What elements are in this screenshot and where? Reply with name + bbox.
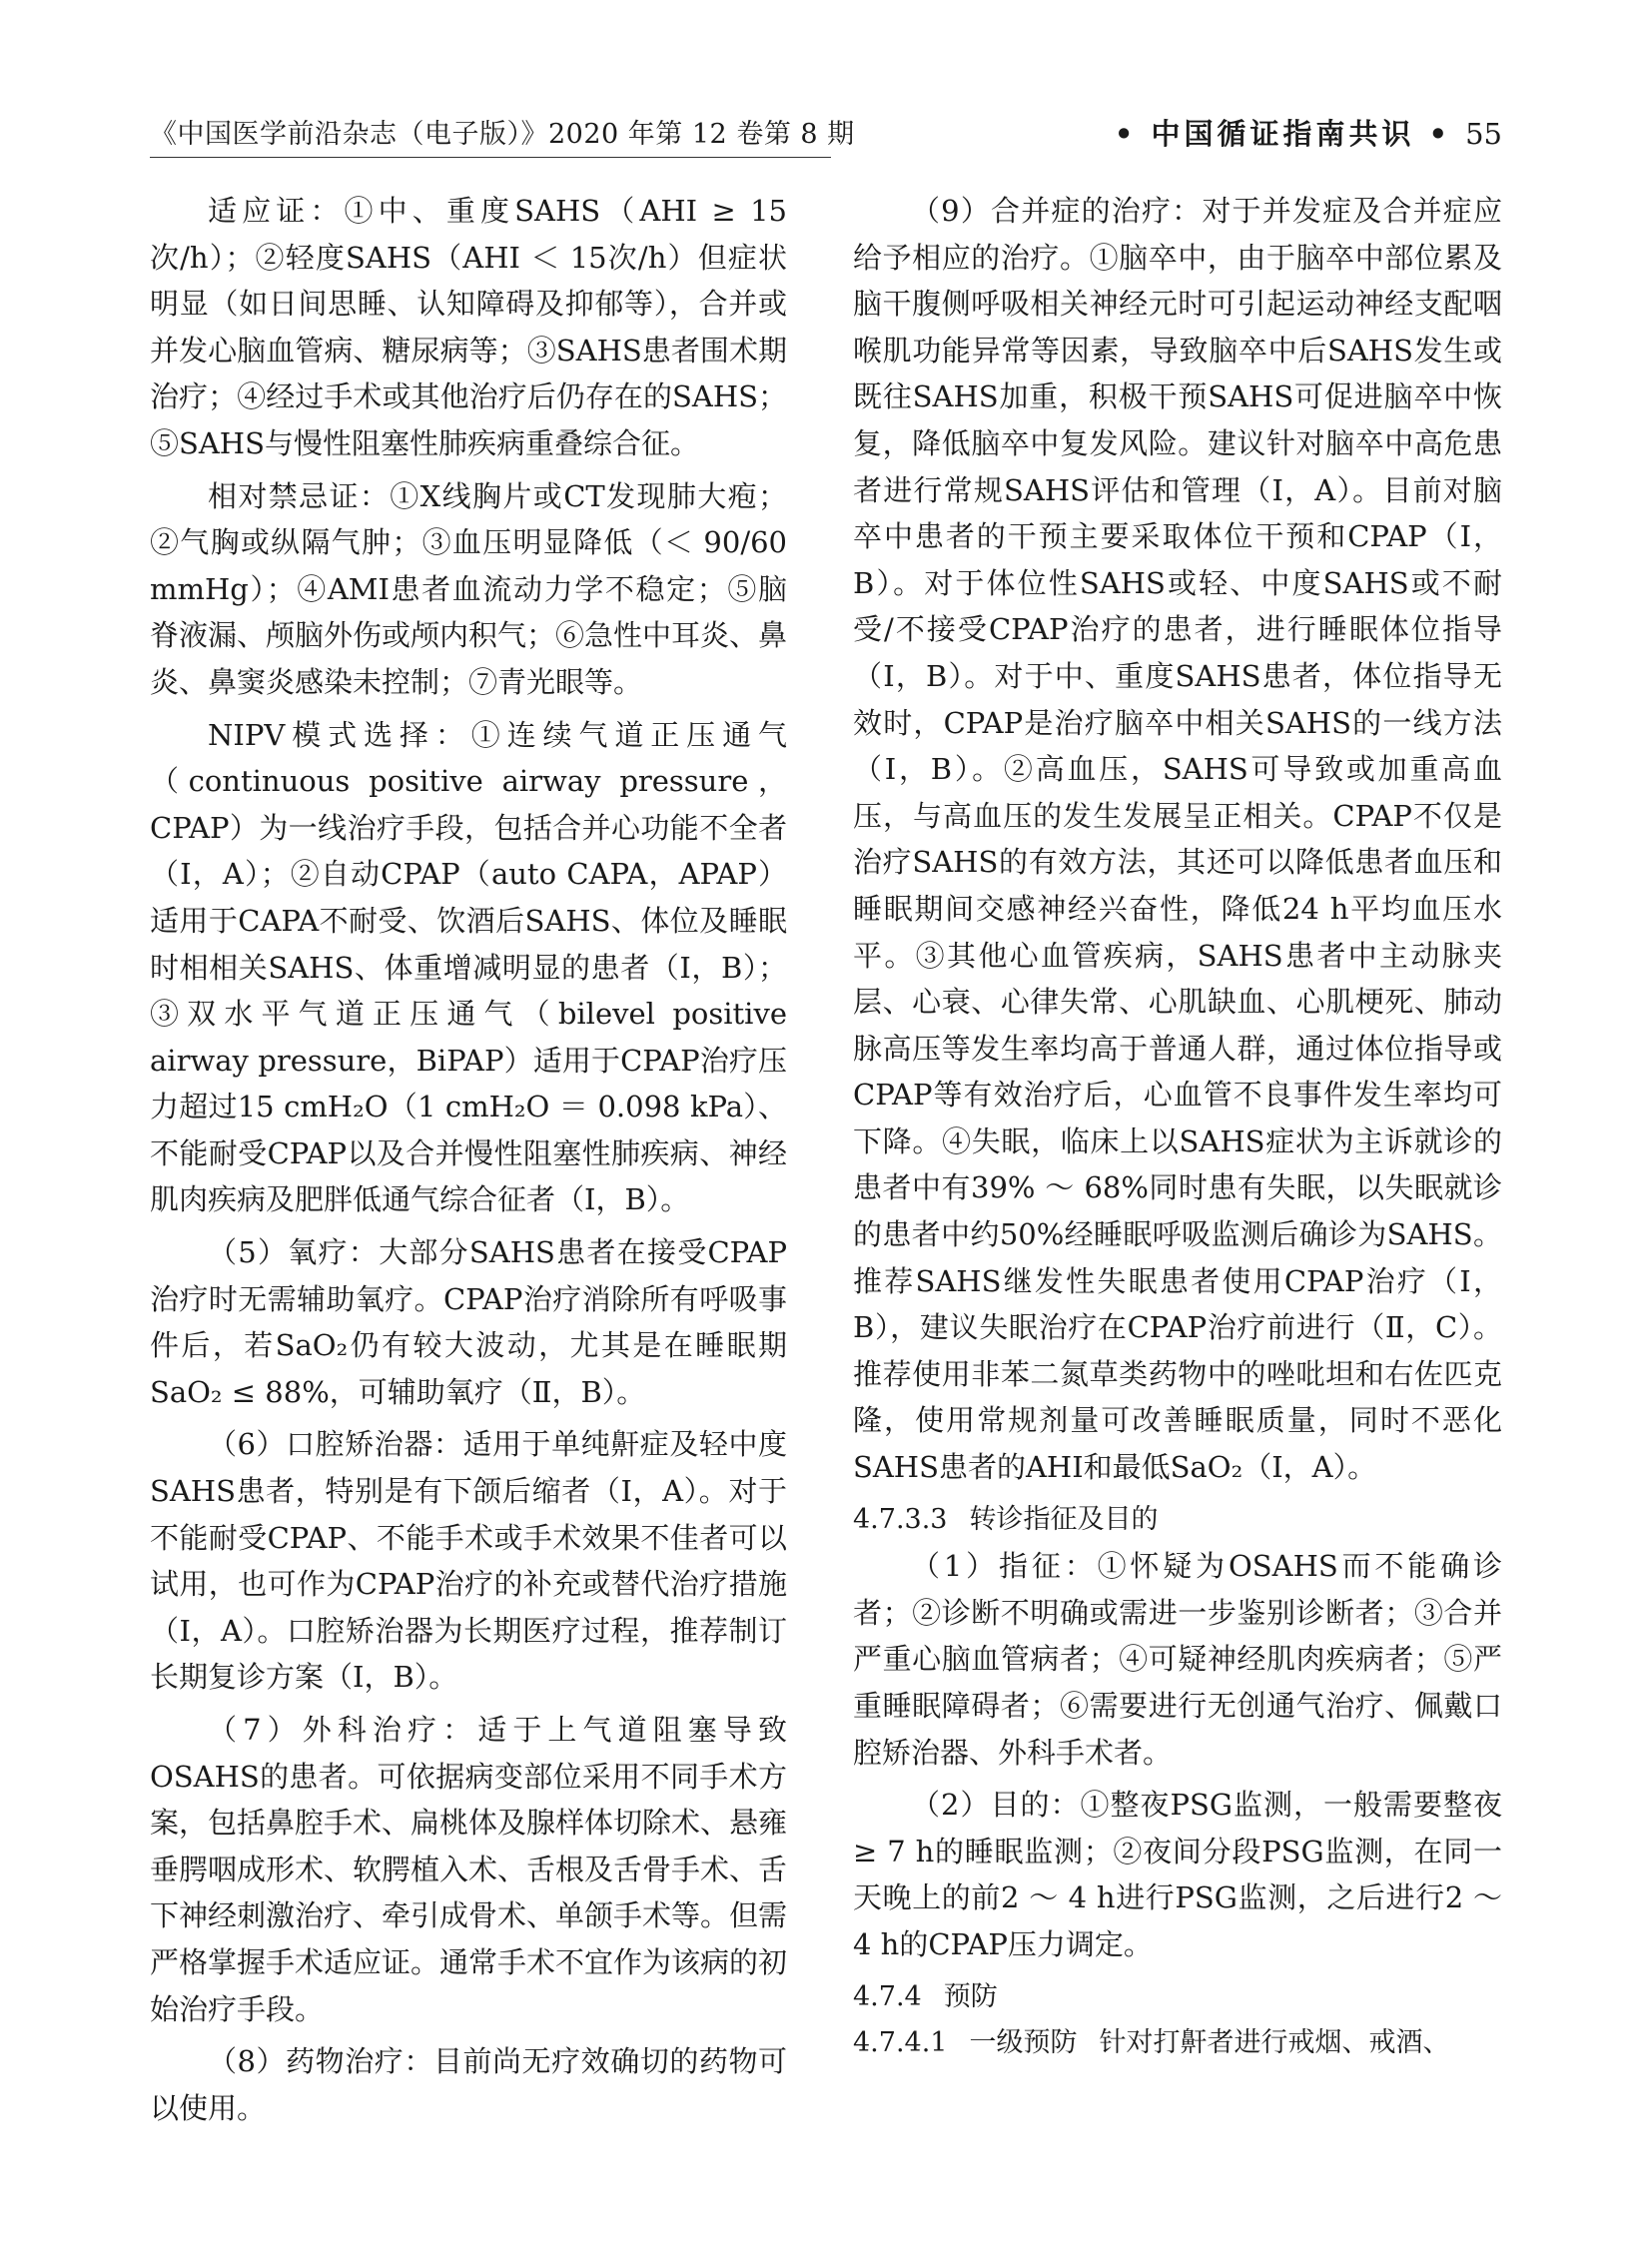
primary-prevention-text: 针对打鼾者进行戒烟、戒酒、 <box>1099 2027 1450 2059</box>
section-header <box>1115 112 1502 153</box>
heading-number: 4.7.4.1 <box>853 2027 948 2059</box>
paragraph-oral-appliance: （6）口腔矫治器：适用于单纯鼾症及轻中度SAHS患者，特别是有下颌后缩者（Ⅰ，A）。对于不能耐受CPAP、不能手术或手术效果不佳者可以试用，也可作为CPAP治疗的补充或替代治疗措施（Ⅰ，A）。口腔矫治器为长期医疗过程，推荐制订长期复诊方案（Ⅰ，B）。 <box>150 1427 787 1695</box>
heading-title: 转诊指征及目的 <box>969 1503 1159 1535</box>
paragraph-comorbidities: （9）合并症的治疗：对于并发症及合并症应给予相应的治疗。①脑卒中，由于脑卒中部位累及脑干腹侧呼吸相关神经元时可引起运动神经支配咽喉肌功能异常等因素，导致脑卒中后SAHS发生或既往SAHS加重，积极干预SAHS可促进脑卒中恢复，降低脑卒中复发风险。建议针对脑卒中高危患者进行常规SAHS评估和管理（Ⅰ，A）。目前对脑卒中患者的干预主要采取体位干预和CPAP（Ⅰ，B）。对于体位性SAHS或轻、中度SAHS或不耐受/不接受CPAP治疗的患者，进行睡眠体位指导（Ⅰ，B）。对于中、重度SAHS患者，体位指导无效时，CPAP是治疗脑卒中相关SAHS的一线方法（Ⅰ，B）。②高血压，SAHS可导致或加重高血压，与高血压的发生发展呈正相关。CPAP不仅是治疗SAHS的有效方法，其还可以降低患者血压和睡眠期间交感神经兴奋性，降低24 h平均血压水平。③其他心血管疾病，SAHS患者中主动脉夹层、心衰、心律失常、心肌缺血、心肌梗死、肺动脉高压等发生率均高于普通人群，通过体位指导或CPAP等有效治疗后，心血管不良事件发生率均可下降。④失眠，临床上以SAHS症状为主诉就诊的患者中有39% ～ 68%同时患有失眠，以失眠就诊的患者中约50%经睡眠呼吸监测后确诊为SAHS。推荐SAHS继发性失眠患者使用CPAP治疗（Ⅰ，B），建议失眠治疗在CPAP治疗前进行（Ⅱ，C）。推荐使用非苯二氮草类药物中的唑吡坦和右佐匹克隆，使用常规剂量可改善睡眠质量，同时不恶化SAHS患者的AHI和最低SaO₂（Ⅰ，A）。 <box>853 194 1502 1485</box>
journal-header: 《中国医学前沿杂志（电子版）》2020 年第 12 卷第 8 期 <box>150 119 855 150</box>
paragraph-oxygen-therapy: （5）氧疗：大部分SAHS患者在接受CPAP治疗时无需辅助氧疗。CPAP治疗消除所有呼吸事件后，若SaO₂仍有较大波动，尤其是在睡眠期SaO₂ ≤ 88%，可辅助氧疗（Ⅱ，B）。 <box>150 1235 787 1409</box>
paragraph-referral-indications: （1）指征：①怀疑为OSAHS而不能确诊者；②诊断不明确或需进一步鉴别诊断者；③合并严重心脑血管病者；④可疑神经肌肉疾病者；⑤严重睡眠障碍者；⑥需要进行无创通气治疗、佩戴口腔矫治器、外科手术者。 <box>853 1549 1502 1770</box>
heading-primary-prevention <box>853 2020 1502 2067</box>
paragraph-contraindications: 相对禁忌证：①X线胸片或CT发现肺大疱；②气胸或纵隔气肿；③血压明显降低（＜ 90/60 mmHg）；④AMI患者血流动力学不稳定；⑤脑脊液漏、颅脑外伤或颅内积气；⑥急性中耳炎、鼻炎、鼻窦炎感染未控制；⑦青光眼等。 <box>150 478 788 699</box>
heading-prevention <box>853 1974 1502 2021</box>
paragraph-drug-therapy: （8）药物治疗：目前尚无疗效确切的药物可以使用。 <box>150 2044 787 2125</box>
left-column <box>150 188 787 2137</box>
paragraph-referral-purpose: （2）目的：①整夜PSG监测，一般需要整夜≥ 7 h的睡眠监测；②夜间分段PSG监测，在同一天晚上的前2 ～ 4 h进行PSG监测，之后进行2 ～ 4 h的CPAP压力调定。 <box>853 1788 1502 1961</box>
section-title: • 中国循证指南共识 • <box>1114 117 1452 151</box>
heading-number: 4.7.4 <box>853 1980 922 2012</box>
paragraph-indications: 适应证：①中、重度SAHS（AHI ≥ 15次/h）；②轻度SAHS（AHI ＜ 15次/h）但症状明显（如日间思睡、认知障碍及抑郁等），合并或并发心脑血管病、糖尿病等；③SAHS患者围术期治疗；④经过手术或其他治疗后仍存在的SAHS；⑤SAHS与慢性阻塞性肺疾病重叠综合征。 <box>150 194 787 460</box>
header-rule <box>150 157 831 158</box>
heading-title: 预防 <box>943 1980 998 2012</box>
heading-number: 4.7.3.3 <box>853 1503 948 1535</box>
paragraph-nipv-mode: NIPV模式选择：①连续气道正压通气（continuous positive airway pressure，CPAP）为一线治疗手段，包括合并心功能不全者（Ⅰ，A）；②自动CPAP（auto CAPA，APAP）适用于CAPA不耐受、饮酒后SAHS、体位及睡眠时相相关SAHS、体重增减明显的患者（Ⅰ，B）；③双水平气道正压通气（bilevel positive airway pressure，BiPAP）适用于CPAP治疗压力超过15 cmH₂O（1 cmH₂O ＝ 0.098 kPa）、不能耐受CPAP以及合并慢性阻塞性肺疾病、神经肌肉疾病及肥胖低通气综合征者（Ⅰ，B）。 <box>150 717 787 1217</box>
paragraph-surgery: （7）外科治疗：适于上气道阻塞导致OSAHS的患者。可依据病变部位采用不同手术方案，包括鼻腔手术、扁桃体及腺样体切除术、悬雍垂腭咽成形术、软腭植入术、舌根及舌骨手术、舌下神经刺激治疗、牵引成骨术、单颌手术等。但需严格掌握手术适应证。通常手术不宜作为该病的初始治疗手段。 <box>150 1713 788 2026</box>
page-number: 55 <box>1465 117 1502 151</box>
heading-referral <box>853 1497 1502 1544</box>
heading-title: 一级预防 <box>969 2027 1078 2059</box>
right-column <box>853 188 1502 2067</box>
